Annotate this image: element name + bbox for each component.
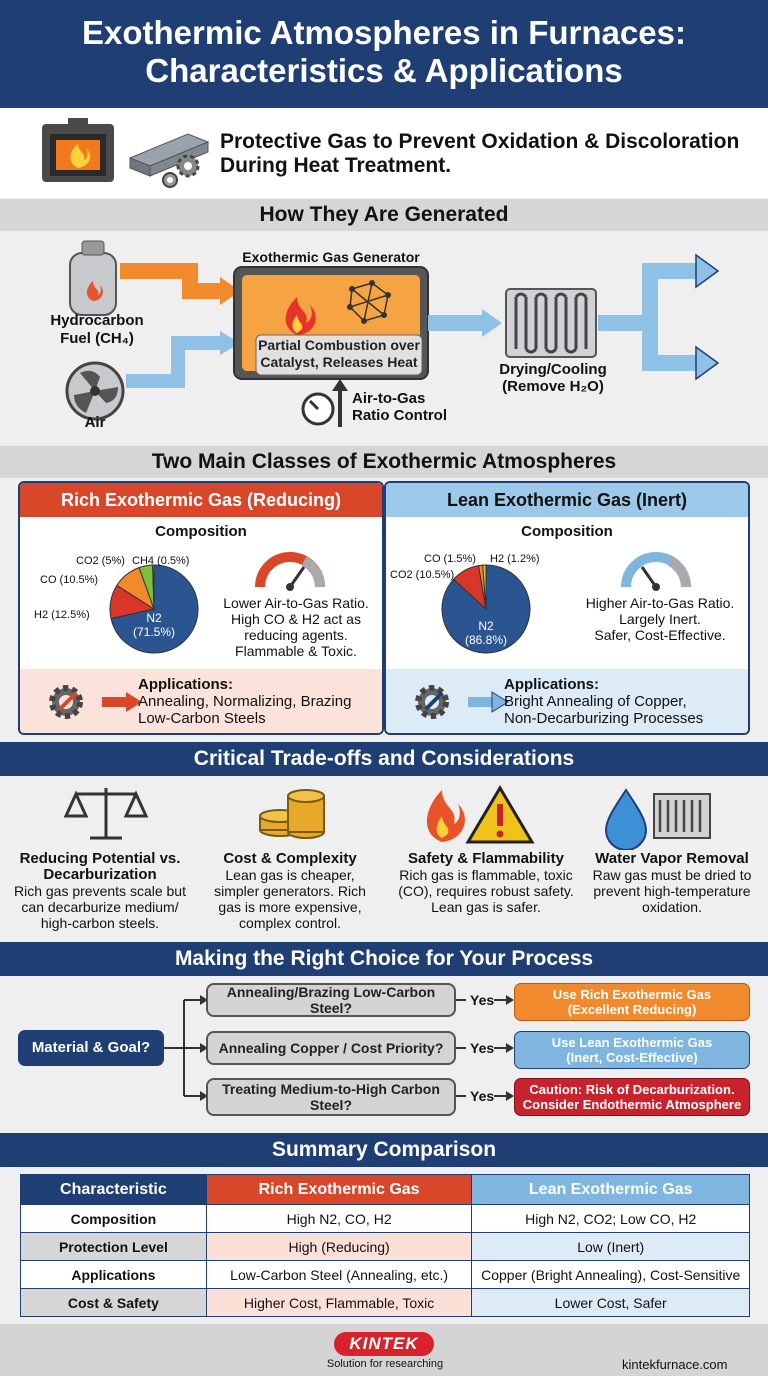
rich-desc-line2: High CO & H2 act as (231, 611, 361, 627)
lean-n2-name: N2 (478, 619, 494, 633)
lean-desc (572, 595, 748, 643)
rich-gauge-icon (260, 557, 320, 591)
dryer-coil-icon (506, 289, 596, 357)
subtitle (220, 130, 739, 178)
tradeoffs-heading: Critical Trade-offs and Considerations (0, 742, 768, 776)
lean-desc-line2: Largely Inert. (619, 611, 701, 627)
result-caution-line2: Consider Endothermic Atmosphere (522, 1097, 742, 1112)
brand-logo: KINTEK (334, 1332, 434, 1356)
summary-table (20, 1174, 750, 1317)
rich-apps (138, 693, 351, 727)
rich-co2-label: CO2 (5%) (76, 555, 125, 567)
generator-text-line2: Catalyst, Releases Heat (260, 354, 418, 370)
rich-desc-line3: reducing agents. (244, 627, 348, 643)
rich-gas-panel (18, 481, 384, 735)
lean-apps-line2: Non-Decarburizing Processes (504, 710, 704, 727)
rich-desc-line4: Flammable & Toxic. (235, 643, 357, 659)
rich-desc (208, 595, 384, 659)
tradeoff-title: Reducing Potential vs. (19, 850, 181, 867)
question-low-carbon: Annealing/Brazing Low-Carbon Steel? (206, 983, 456, 1017)
footer-url[interactable]: kintekfurnace.com (622, 1357, 728, 1372)
table-row (21, 1205, 750, 1233)
tradeoff-item (396, 851, 576, 915)
yes-label: Yes (470, 992, 495, 1008)
rich-apps-line2: Low-Carbon Steels (138, 710, 266, 727)
result-rich-line2: (Excellent Reducing) (567, 1002, 697, 1017)
lean-gas-title: Lean Exothermic Gas (Inert) (386, 483, 748, 517)
lean-n2-label (456, 619, 516, 647)
tradeoff-text: Lean gas is safer. (431, 899, 541, 915)
lean-gauge-icon (626, 557, 686, 591)
lean-apps (504, 693, 703, 727)
rich-composition-label: Composition (155, 523, 247, 540)
page-title: Exothermic Atmospheres in Furnaces: (82, 14, 686, 51)
table-cell: Copper (Bright Annealing), Cost-Sensitive (472, 1261, 750, 1289)
result-lean-line1: Use Lean Exothermic Gas (551, 1035, 713, 1050)
table-row (21, 1261, 750, 1289)
table-cell: High (Reducing) (206, 1233, 472, 1261)
table-cell: Applications (21, 1261, 207, 1289)
tradeoff-item (10, 851, 190, 931)
tradeoff-item (582, 851, 762, 915)
rich-ch4-label: CH4 (0.5%) (132, 555, 190, 567)
result-caution-line1: Caution: Risk of Decarburization. (529, 1082, 735, 1097)
fuel-label-line1: Hydrocarbon (50, 312, 144, 329)
choice-heading: Making the Right Choice for Your Process (0, 942, 768, 976)
lean-apps-title: Applications: (504, 676, 600, 693)
question-copper: Annealing Copper / Cost Priority? (206, 1031, 456, 1065)
air-label: Air (84, 414, 106, 431)
table-cell: Lower Cost, Safer (472, 1289, 750, 1317)
generation-heading: How They Are Generated (0, 199, 768, 231)
table-cell: High N2, CO, H2 (206, 1205, 472, 1233)
lean-desc-line1: Higher Air-to-Gas Ratio. (585, 595, 735, 611)
ratio-label (352, 390, 447, 424)
table-row (21, 1233, 750, 1261)
tradeoff-title: Water Vapor Removal (595, 850, 749, 867)
ratio-dial-icon (303, 379, 348, 427)
tradeoff-title: Cost & Complexity (223, 850, 357, 867)
tradeoff-item (200, 851, 380, 931)
lean-h2-label: H2 (1.2%) (490, 553, 540, 565)
subtitle-line2: During Heat Treatment. (220, 154, 452, 177)
yes-label: Yes (470, 1040, 495, 1056)
table-header: Characteristic (21, 1175, 207, 1205)
tradeoff-title-line2: Decarburization (43, 866, 157, 883)
rich-apps-line1: Annealing, Normalizing, Brazing (138, 693, 352, 710)
table-cell: High N2, CO2; Low CO, H2 (472, 1205, 750, 1233)
tradeoff-text: simpler generators. Rich (214, 883, 366, 899)
summary-heading: Summary Comparison (0, 1133, 768, 1167)
tradeoff-title: Safety & Flammability (408, 850, 564, 867)
result-lean-line2: (Inert, Cost-Effective) (566, 1050, 698, 1065)
tradeoff-text: Lean gas is cheaper, (225, 867, 355, 883)
ratio-label-line2: Ratio Control (352, 407, 447, 424)
result-rich (514, 983, 750, 1021)
rich-h2-label: H2 (12.5%) (34, 609, 90, 621)
table-cell: Protection Level (21, 1233, 207, 1261)
dry-label-line2: (Remove H₂O) (502, 378, 604, 395)
tradeoff-text: Rich gas prevents scale but (14, 883, 186, 899)
table-cell: Higher Cost, Flammable, Toxic (206, 1289, 472, 1317)
lean-apps-line1: Bright Annealing of Copper, (504, 693, 687, 710)
tradeoff-icons (0, 780, 768, 850)
table-cell: Low (Inert) (472, 1233, 750, 1261)
tradeoff-text: complex control. (239, 915, 341, 931)
title-banner (0, 0, 768, 108)
tradeoff-text: high-carbon steels. (40, 915, 160, 931)
brand-tagline: Solution for researching (326, 1358, 444, 1370)
result-caution (514, 1078, 750, 1116)
fire-warning-icon (427, 788, 532, 842)
tradeoff-text: oxidation. (642, 899, 702, 915)
fuel-label-line2: Fuel (CH₄) (60, 330, 134, 347)
generator-title: Exothermic Gas Generator (242, 249, 420, 265)
tradeoff-text: gas is more expensive, (218, 899, 362, 915)
coins-icon (260, 790, 324, 838)
dry-label (488, 361, 618, 395)
generator-text-line1: Partial Combustion over (258, 337, 420, 353)
lean-composition-label: Composition (521, 523, 613, 540)
subtitle-line1: Protective Gas to Prevent Oxidation & Discoloration (220, 130, 740, 153)
scale-icon (66, 788, 146, 838)
result-lean (514, 1031, 750, 1069)
rich-n2-label (124, 611, 184, 639)
dry-label-line1: Drying/Cooling (499, 361, 607, 378)
fan-icon (67, 363, 123, 419)
table-cell: Low-Carbon Steel (Annealing, etc.) (206, 1261, 472, 1289)
question-high-carbon-line1: Treating Medium-to-High Carbon (222, 1081, 440, 1097)
decision-start: Material & Goal? (18, 1030, 164, 1066)
rich-n2-pct: (71.5%) (132, 625, 176, 639)
tradeoff-text: can decarburize medium/ (21, 899, 179, 915)
question-high-carbon (206, 1078, 456, 1116)
tradeoff-text: Raw gas must be dried to (592, 867, 752, 883)
furnace-icon (38, 118, 228, 190)
generator-text (256, 337, 422, 371)
page-title-line2: Characteristics & Applications (145, 52, 623, 89)
table-header: Rich Exothermic Gas (206, 1175, 472, 1205)
yes-label: Yes (470, 1088, 495, 1104)
rich-desc-line1: Lower Air-to-Gas Ratio. (223, 595, 369, 611)
lean-desc-line3: Safer, Cost-Effective. (594, 627, 726, 643)
tradeoff-text: prevent high-temperature (593, 883, 751, 899)
table-header-row (21, 1175, 750, 1205)
table-row (21, 1289, 750, 1317)
lean-co2-label: CO2 (10.5%) (390, 569, 455, 581)
lean-n2-pct: (86.8%) (464, 633, 508, 647)
table-cell: Composition (21, 1205, 207, 1233)
rich-gas-title: Rich Exothermic Gas (Reducing) (20, 483, 382, 517)
result-rich-line1: Use Rich Exothermic Gas (552, 987, 712, 1002)
tradeoff-text: Rich gas is flammable, toxic (399, 867, 573, 883)
tradeoff-text: (CO), requires robust safety. (398, 883, 574, 899)
lean-co-label: CO (1.5%) (424, 553, 476, 565)
lean-gas-panel (384, 481, 750, 735)
question-high-carbon-line2: Steel? (309, 1097, 352, 1113)
table-header: Lean Exothermic Gas (472, 1175, 750, 1205)
water-drop-icon (606, 790, 710, 850)
rich-n2-name: N2 (146, 611, 162, 625)
fuel-label (32, 312, 162, 348)
table-cell: Cost & Safety (21, 1289, 207, 1317)
rich-co-label: CO (10.5%) (40, 574, 99, 586)
ratio-label-line1: Air-to-Gas (352, 390, 426, 407)
classes-heading: Two Main Classes of Exothermic Atmospheres (0, 446, 768, 478)
rich-apps-title: Applications: (138, 676, 234, 693)
fuel-tank-icon (70, 241, 116, 315)
